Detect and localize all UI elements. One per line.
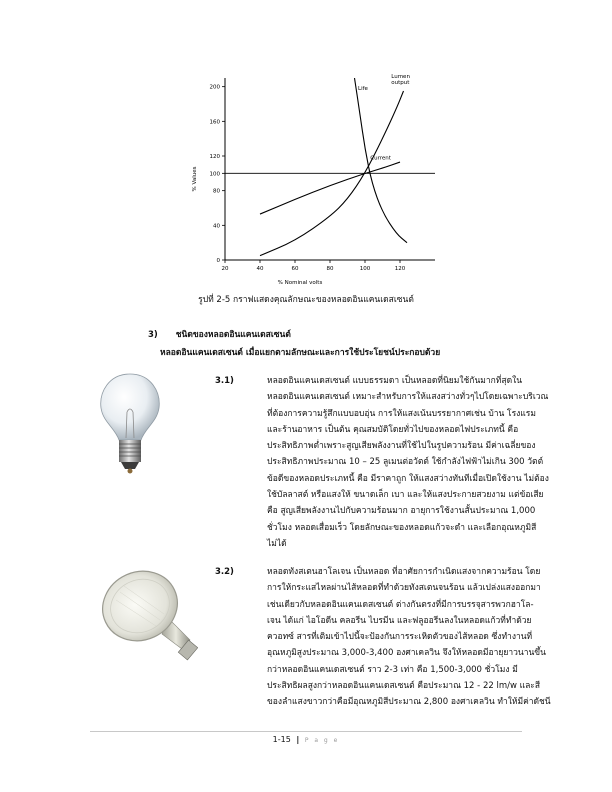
series-label: Current [370,155,391,162]
item-line: ประสิทธิภาพประมาณ 10 – 25 ลูเมนต่อวัตต์ ใช้กำลังไฟฟ้าไม่เกิน 300 วัตต์ [267,457,544,468]
item-line: ประสิทธิภาพต่ำเพราะสูญเสียพลังงานที่ใช้ไปในรูปความร้อน มีค่าเฉลี่ยของ [267,441,536,452]
series-label: Lumen output [391,74,410,86]
x-axis-label: % Nominal volts [277,280,323,286]
item-line: เช่นเดียวกับหลอดอินแคนเดสเซนต์ ต่างกันตรงที่มีการบรรจุสารพวกฮาโล- [267,599,534,610]
item-line: กว่าหลอดอินแคนเดสเซนต์ ราว 2-3 เท่า คือ 1,500-3,000 ชั่วโมง มี [267,664,518,675]
x-tick-label: 120 [394,266,406,272]
x-tick-label: 20 [221,266,229,272]
item-body [267,373,549,552]
x-tick-label: 80 [326,266,334,272]
y-tick-label: 160 [209,119,220,126]
item-line: หลอดทังสเตนฮาโลเจน เป็นหลอด ที่อาศัยการกำเนิดแสงจากความร้อน โดย [267,567,541,577]
section-number: 3) [148,330,158,340]
y-axis-label: % Values [192,166,198,192]
y-tick-label: 80 [213,188,220,195]
y-tick-label: 200 [209,84,220,91]
item-line: ควอทซ์ สารที่เติมเข้าไปนี้จะป้องกันการระเหิดตัวของไส้หลอด ซึ่งทำงานที่ [267,632,533,643]
item-number: 3.1) [215,376,234,386]
item-line: คือ สูญเสียพลังงานไปกับความร้อนมาก อายุการใช้งานสั้นประมาณ 1,000 [267,506,536,517]
section-heading [148,327,291,341]
item-line: การให้กระแสไหลผ่านไส้หลอดที่ทำด้วยทังสเตนจนร้อน แล้วเปล่งแสงออกมา [267,583,541,594]
item-line: เจน ได้แก่ ไอโอดีน คลอรีน ไบรมีน และฟลูออรีนลงในหลอดแก้วที่ทำด้วย [267,615,532,626]
item-line: หลอดอินแคนเดสเซนต์ แบบธรรมดา เป็นหลอดที่นิยมใช้กันมากที่สุดใน [267,376,523,386]
y-tick-label: 120 [209,154,220,160]
item-line: ข้อดีของหลอดประเภทนี้ คือ มีราคาถูก ให้แสงสว่างทันทีเมื่อเปิดใช้งาน ไม่ต้อง [267,473,549,484]
page-number: 1-15 [272,735,291,744]
item-number: 3.2) [215,567,234,577]
item-line: ชั่วโมง หลอดเสื่อมเร็ว โดยลักษณะของหลอดแก้วจะดำ และเลือกอุณหภูมิสี [267,522,537,533]
item-line: ประสิทธิผลสูงกว่าหลอดอินแคนเดสเซนต์ คือประมาณ 12 - 22 lm/w และสี [267,681,541,692]
item-line: ที่ต้องการความรู้สึกแบบอบอุ่น การให้แสงเน้นบรรยากาศเช่น บ้าน โรงแรม [267,408,536,419]
halogen-reflector-lamp-image [98,562,198,672]
y-tick-label: 0 [216,258,220,264]
series-label: Life [358,86,368,93]
incandescent-bulb-image [97,372,163,474]
y-tick-label: 100 [209,171,220,178]
item-body [267,564,551,711]
section-intro: หลอดอินแคนเดสเซนต์ เมื่อแยกตามลักษณะและการใช้ประโยชน์ประกอบด้วย [160,348,441,358]
item-line: อุณหภูมิสูงประมาณ 3,000-3,400 องศาเคลวิน จึงให้หลอดมีอายุยาวนานขึ้น [267,648,546,659]
page-footer [0,735,612,744]
item-line: หลอดอินแคนเดสเซนต์ เหมาะสำหรับการให้แสงสว่างทั่วๆไปโดยเฉพาะบริเวณ [267,392,549,403]
item-line: และร้านอาหาร เป็นต้น คุณสมบัติโดยทั่วไปของหลอดไฟประเภทนี้ คือ [267,424,519,435]
y-tick-label: 40 [213,223,220,230]
x-tick-label: 60 [291,266,299,272]
chart-plot-area [192,74,435,286]
item-line: ของลำแสงขาวกว่าคือมีอุณหภูมิสีประมาณ 2,800 องศาเคลวิน ทำให้มีค่าดัชนี [267,697,551,708]
item-line: ไม่ได้ [267,538,287,549]
item-line: ใช้บัลลาสต์ หรือแสงให้ ขนาดเล็ก เบา และให้แสงประกายสวยงาม แต่ข้อเสีย [267,490,544,501]
section-title: ชนิดของหลอดอินแคนเดสเซนต์ [175,330,291,340]
page-word: P a g e [304,737,340,744]
x-tick-label: 100 [359,266,371,272]
footer-separator: | [296,735,300,744]
characteristics-chart [180,70,450,295]
x-tick-label: 40 [256,266,264,272]
footer-divider [90,731,522,732]
figure-caption: รูปที่ 2-5 กราฟแสดงคุณลักษณะของหลอดอินแคนเดสเซนต์ [198,295,414,305]
series-line-1 [260,162,400,214]
